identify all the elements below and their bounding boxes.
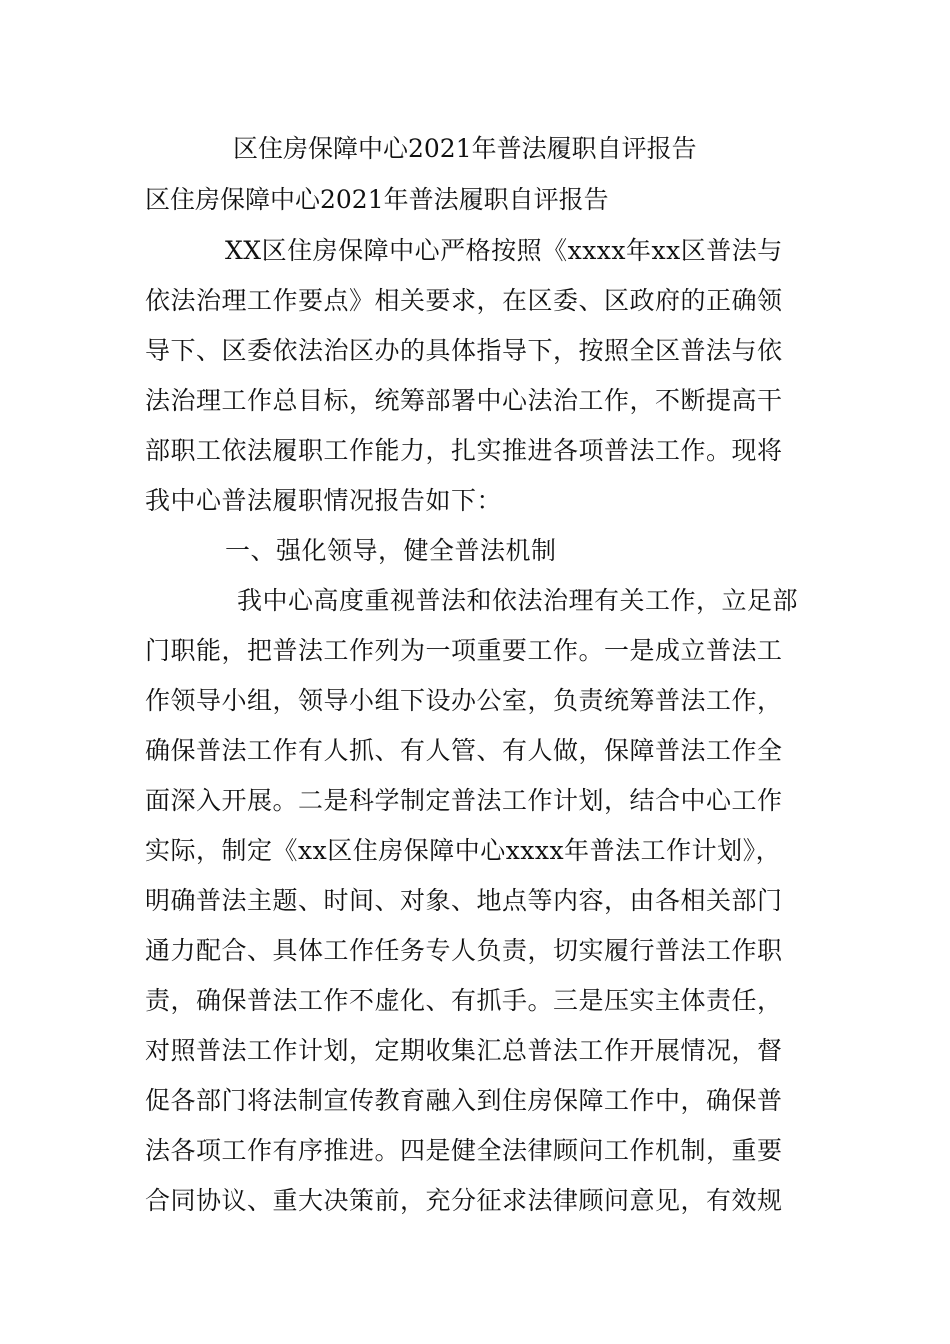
paragraph-line: 确保普法工作有人抓、有人管、有人做，保障普法工作全 xyxy=(145,736,783,765)
paragraph-line: 通力配合、具体工作任务专人负责，切实履行普法工作职 xyxy=(145,936,783,965)
paragraph-line: XX区住房保障中心严格按照《xxxx年xx区普法与 xyxy=(225,236,783,265)
paragraph-line: 对照普法工作计划，定期收集汇总普法工作开展情况，督 xyxy=(145,1036,783,1065)
paragraph-line: 促各部门将法制宣传教育融入到住房保障工作中，确保普 xyxy=(145,1086,783,1115)
document-title: 区住房保障中心2021年普法履职自评报告 xyxy=(233,134,697,163)
paragraph-line: 部职工依法履职工作能力，扎实推进各项普法工作。现将 xyxy=(145,436,783,465)
section-heading: 一、强化领导，健全普法机制 xyxy=(225,536,557,565)
paragraph-line: 责，确保普法工作不虚化、有抓手。三是压实主体责任， xyxy=(145,986,783,1015)
paragraph-line: 依法治理工作要点》相关要求，在区委、区政府的正确领 xyxy=(145,286,783,315)
paragraph-line: 我中心高度重视普法和依法治理有关工作，立足部 xyxy=(237,586,799,615)
paragraph-line: 合同协议、重大决策前，充分征求法律顾问意见，有效规 xyxy=(145,1186,783,1215)
paragraph-line: 作领导小组，领导小组下设办公室，负责统筹普法工作， xyxy=(145,686,783,715)
paragraph-line: 我中心普法履职情况报告如下： xyxy=(145,486,503,515)
paragraph-line: 法治理工作总目标，统筹部署中心法治工作，不断提高干 xyxy=(145,386,783,415)
paragraph-line: 法各项工作有序推进。四是健全法律顾问工作机制，重要 xyxy=(145,1136,783,1165)
paragraph-line: 门职能，把普法工作列为一项重要工作。一是成立普法工 xyxy=(145,636,783,665)
paragraph-line: 导下、区委依法治区办的具体指导下，按照全区普法与依 xyxy=(145,336,783,365)
paragraph-line: 实际，制定《xx区住房保障中心xxxx年普法工作计划》， xyxy=(145,836,782,865)
paragraph-line: 面深入开展。二是科学制定普法工作计划，结合中心工作 xyxy=(145,786,783,815)
document-subtitle: 区住房保障中心2021年普法履职自评报告 xyxy=(145,185,609,214)
paragraph-line: 明确普法主题、时间、对象、地点等内容，由各相关部门 xyxy=(145,886,783,915)
